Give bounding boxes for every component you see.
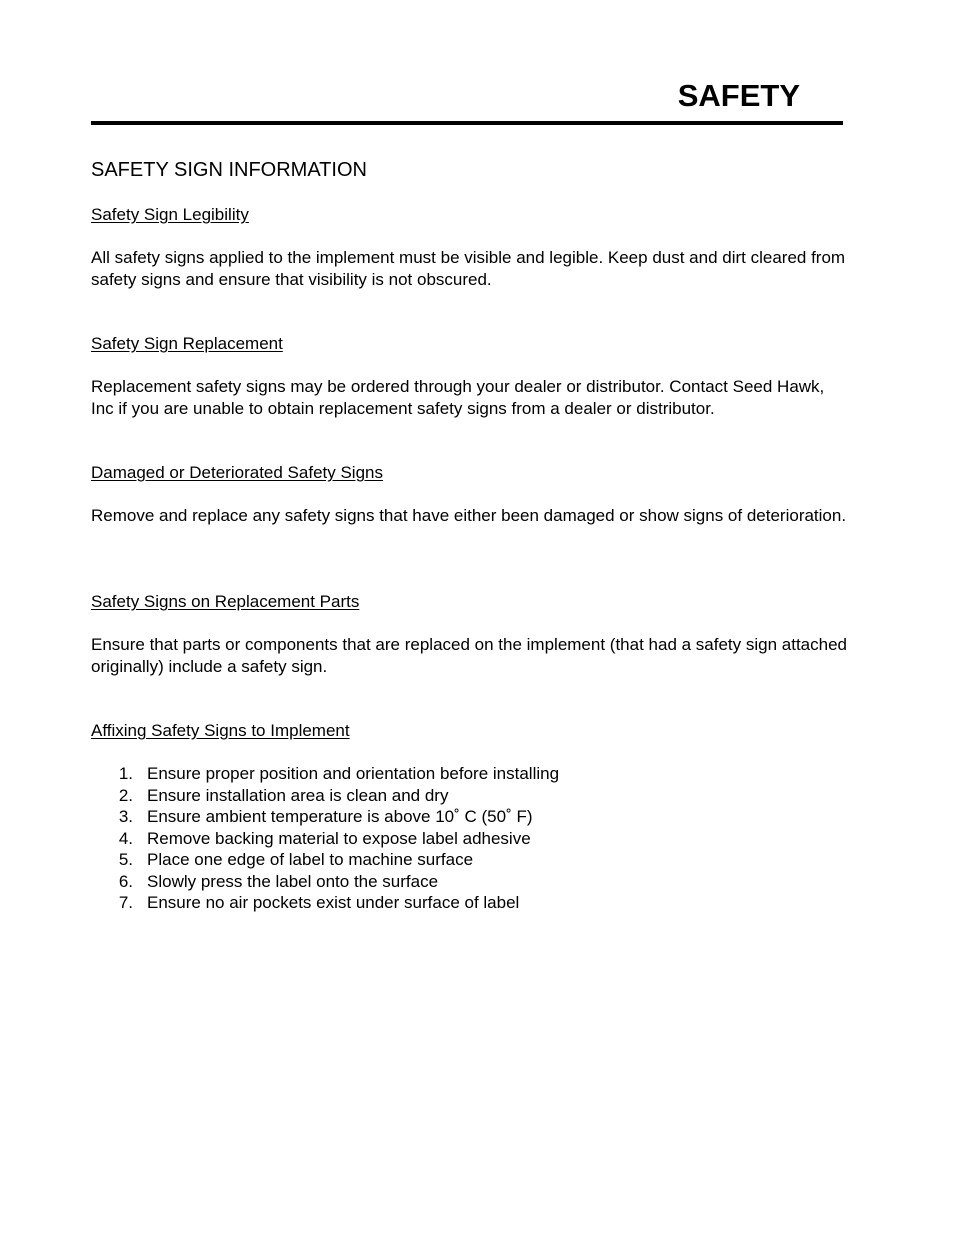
step-number: 7. [118,893,133,912]
list-item [91,892,559,914]
paragraph-damaged: Remove and replace any safety signs that have either been damaged or show signs of deterioration. [91,506,847,525]
step-text: Ensure proper position and orientation before installing [147,764,560,783]
list-item [91,871,559,893]
subheading-replacement: Safety Sign Replacement [91,334,283,353]
step-number: 6. [118,871,133,891]
paragraph-replacement-parts: Ensure that parts or components that are replaced on the implement (that had a safety sign attached originally) include a safety sign. [91,635,848,676]
step-number: 3. [118,807,133,826]
subheading-replacement-parts: Safety Signs on Replacement Parts [91,592,360,611]
list-item [91,849,559,871]
subheading-affixing: Affixing Safety Signs to Implement [91,721,350,740]
subheading-damaged: Damaged or Deteriorated Safety Signs [91,463,383,482]
page-title: SAFETY [677,78,800,113]
list-item [91,763,559,785]
list-item [91,806,559,828]
step-text: Ensure no air pockets exist under surface of label [147,893,520,912]
step-text: Ensure installation area is clean and dry [147,785,449,805]
step-number: 5. [118,850,133,869]
step-number: 1. [118,764,133,783]
affixing-steps-list [91,763,559,914]
header-rule [91,121,843,125]
subheading-legibility: Safety Sign Legibility [91,205,249,224]
list-item [91,828,559,850]
step-text: Place one edge of label to machine surface [147,850,474,869]
list-item [91,785,559,807]
section-title: SAFETY SIGN INFORMATION [91,159,367,181]
step-text: Ensure ambient temperature is above 10˚ C (50˚ F) [147,807,533,826]
step-number: 4. [118,828,133,848]
paragraph-legibility: All safety signs applied to the implement must be visible and legible. Keep dust and dirt cleared from safety signs and ensure that visibility is not obscured. [91,248,846,289]
paragraph-replacement: Replacement safety signs may be ordered through your dealer or distributor. Contact Seed Hawk, Inc if you are unable to obtain replacement safety signs from a dealer or distributor. [91,377,825,418]
step-text: Remove backing material to expose label adhesive [147,828,531,848]
step-number: 2. [118,785,133,805]
step-text: Slowly press the label onto the surface [147,871,439,891]
